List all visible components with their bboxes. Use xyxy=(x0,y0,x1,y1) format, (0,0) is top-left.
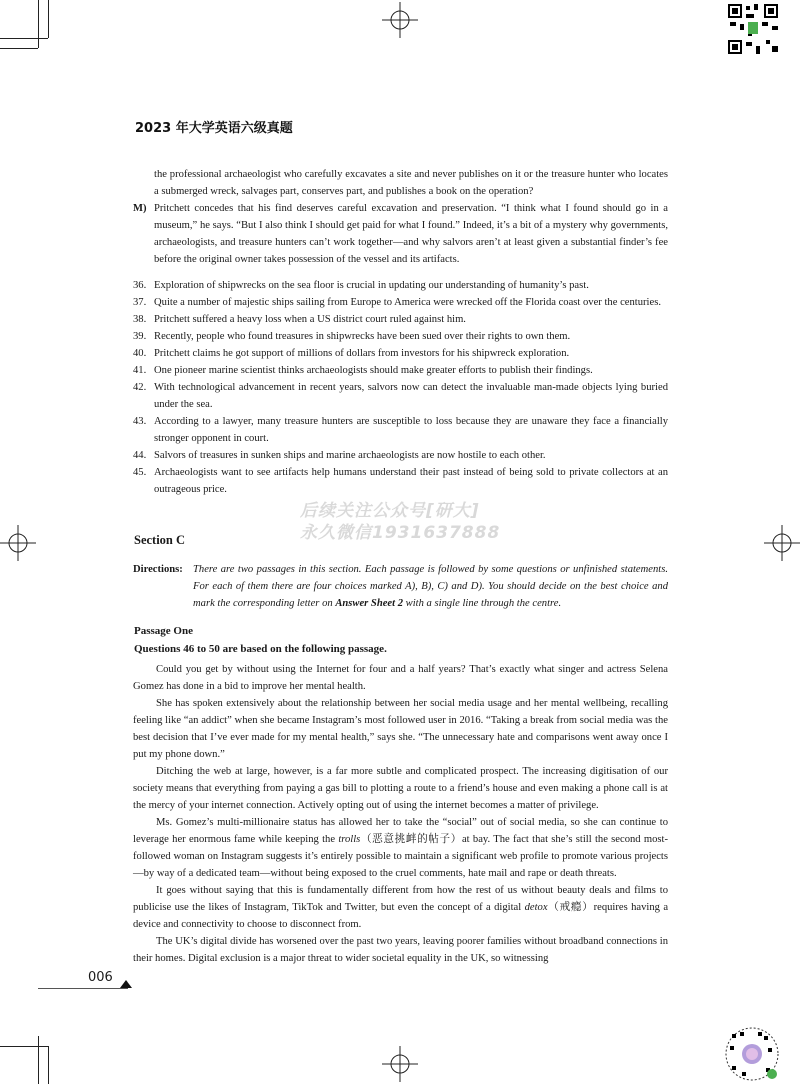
glossed-term: trolls xyxy=(338,834,361,845)
triangle-marker-icon xyxy=(120,980,132,988)
statement-number: 38. xyxy=(133,314,147,325)
statement-number: 37. xyxy=(133,297,147,308)
paragraph-m xyxy=(133,200,668,268)
statement-text: Pritchett suffered a heavy loss when a US district court ruled against him. xyxy=(154,314,466,325)
watermark-line: 后续关注公众号[研大] xyxy=(300,501,480,521)
passage-paragraph: The UK’s digital divide has worsened over the past two years, leaving poorer families without broadband connections in their homes. Digital exclusion is a major threat to wider societal equality in the UK, so witnessing xyxy=(133,936,668,964)
chinese-gloss: （恶意挑衅的帖子） xyxy=(360,834,462,845)
statement-number: 44. xyxy=(133,450,147,461)
statement-number: 39. xyxy=(133,331,147,342)
section-title: Section C xyxy=(134,533,186,547)
page-header-title: 2023 年大学英语六级真题 xyxy=(135,121,293,136)
paragraph-text: Pritchett concedes that his find deserves careful excavation and preservation. “I think what I found should go in a museum,” he says. “But I also think I should get paid for what I found.” Indeed, it’s a bit of a mystery why governments, archaeologists, and treasure hunters can’t work together—and why salvors aren’t at least given a substantial finder’s fee before the original owner takes possession of the vessel and its artifacts. xyxy=(154,203,668,265)
statement-text: With technological advancement in recent years, salvors now can detect the invaluable man-made objects lying buried under the sea. xyxy=(154,382,668,410)
crop-mark xyxy=(0,1046,48,1047)
statement-list xyxy=(133,277,668,498)
paragraph-text-part: requires having a device and connectivity to choose to disconnect from. xyxy=(133,902,669,930)
registration-mark-icon xyxy=(382,1046,418,1082)
paragraph-label: M) xyxy=(133,203,147,214)
statement-item xyxy=(133,379,668,413)
directions-text-part: with a single line through the centre. xyxy=(403,598,562,609)
statement-text: One pioneer marine scientist thinks archaeologists should make greater efforts to publish their findings. xyxy=(154,365,593,376)
footer-rule xyxy=(38,988,128,989)
statement-item xyxy=(133,294,668,311)
passage-paragraph xyxy=(133,814,668,882)
statement-item xyxy=(133,345,668,362)
directions-label: Directions: xyxy=(133,564,183,575)
directions-text xyxy=(193,561,668,612)
crop-mark xyxy=(38,1036,39,1084)
directions-text-part: There are two passages in this section. Each passage is followed by some questions or unfinished statements. For each of them there are four choices marked A), B), C) and D). You should decide on the best choice and mark the corresponding letter on xyxy=(193,564,668,609)
crop-mark xyxy=(0,38,48,39)
chinese-gloss: （戒瘾） xyxy=(547,902,594,913)
statement-number: 36. xyxy=(133,280,147,291)
statement-item xyxy=(133,413,668,447)
statement-item xyxy=(133,277,668,294)
crop-mark xyxy=(38,0,39,48)
paragraph-text-part: Ms. Gomez’s multi-millionaire status has allowed her to take the “social” out of social media, so she can continue to leverage her enormous fame while keeping the xyxy=(133,817,668,845)
qr-code-icon xyxy=(724,1026,780,1082)
statement-number: 45. xyxy=(133,467,147,478)
crop-mark xyxy=(48,0,49,38)
passage-paragraph: She has spoken extensively about the relationship between her social media usage and her mental wellbeing, recalling feeling like “an addict” when she became Instagram’s most followed user in 2016. “Taking a break from social media was the best decision that I’ve ever made for my mental health,” says she. “The unnecessary hate and comparisons went away once I put my phone down.” xyxy=(133,698,668,760)
statement-text: Pritchett claims he got support of millions of dollars from investors for his shipwreck exploration. xyxy=(154,348,570,359)
questions-heading: Questions 46 to 50 are based on the following passage. xyxy=(134,643,387,655)
statement-item xyxy=(133,311,668,328)
statement-text: Exploration of shipwrecks on the sea floor is crucial in updating our understanding of humanity’s past. xyxy=(154,280,589,291)
passage-continuation xyxy=(133,166,668,268)
statement-text: Quite a number of majestic ships sailing from Europe to America were wrecked off the Florida coast over the centuries. xyxy=(154,297,661,308)
passage-paragraph: Ditching the web at large, however, is a far more subtle and complicated prospect. The increasing digitisation of our society means that everything from paying a gas bill to plotting a route to a friend’s house and even making a phone call is at the mercy of your internet connection. Actively opting out of using the internet becomes a matter of privilege. xyxy=(133,766,668,811)
qr-code-icon xyxy=(726,2,780,56)
statement-item xyxy=(133,362,668,379)
paragraph-text-part: at bay. The fact that she’s still the second most-followed woman on Instagram suggests it’s entirely possible to maintain a significant web profile to promote various projects—by way of a dedicated team—without being exposed to the cruel comments, hate mail and rape or death threats. xyxy=(133,834,668,879)
passage-paragraph xyxy=(133,882,668,933)
passage-title: Passage One xyxy=(134,625,193,637)
statement-text: Salvors of treasures in sunken ships and marine archaeologists are now hostile to each other. xyxy=(154,450,546,461)
registration-mark-icon xyxy=(764,525,800,561)
page-number: 006 xyxy=(88,970,113,985)
statement-text: Recently, people who found treasures in shipwrecks have been sued over their rights to own them. xyxy=(154,331,571,342)
statement-item xyxy=(133,447,668,464)
passage-paragraph: Could you get by without using the Internet for four and a half years? That’s exactly what singer and actress Selena Gomez has done in a bid to improve her mental health. xyxy=(133,664,668,692)
statement-number: 43. xyxy=(133,416,147,427)
statement-number: 40. xyxy=(133,348,147,359)
passage-body xyxy=(133,661,668,967)
registration-mark-icon xyxy=(0,525,36,561)
statement-item xyxy=(133,328,668,345)
statement-item xyxy=(133,464,668,498)
statement-number: 41. xyxy=(133,365,147,376)
directions xyxy=(133,561,668,612)
watermark xyxy=(300,500,500,544)
statement-number: 42. xyxy=(133,382,147,393)
statement-text: Archaeologists want to see artifacts help humans understand their past instead of being sold to private collectors at an outrageous price. xyxy=(154,467,668,495)
statement-text: According to a lawyer, many treasure hunters are susceptible to loss because they are unaware they face a financially stronger opponent in court. xyxy=(154,416,668,444)
glossed-term: detox xyxy=(524,902,548,913)
watermark-line: 永久微信1931637888 xyxy=(300,523,501,543)
passage-continuation-text: the professional archaeologist who carefully excavates a site and never publishes on it or the treasure hunter who locates a submerged wreck, salvages part, conserves part, and publishes a book on the operation? xyxy=(154,169,668,197)
directions-answer-sheet: Answer Sheet 2 xyxy=(335,598,404,609)
crop-mark xyxy=(48,1046,49,1084)
registration-mark-icon xyxy=(382,2,418,38)
crop-mark xyxy=(0,48,38,49)
paragraph-text-part: It goes without saying that this is fundamentally different from how the rest of us without beauty deals and films to publicise use the likes of Instagram, TikTok and Twitter, but even the concept of a digital xyxy=(133,885,668,913)
